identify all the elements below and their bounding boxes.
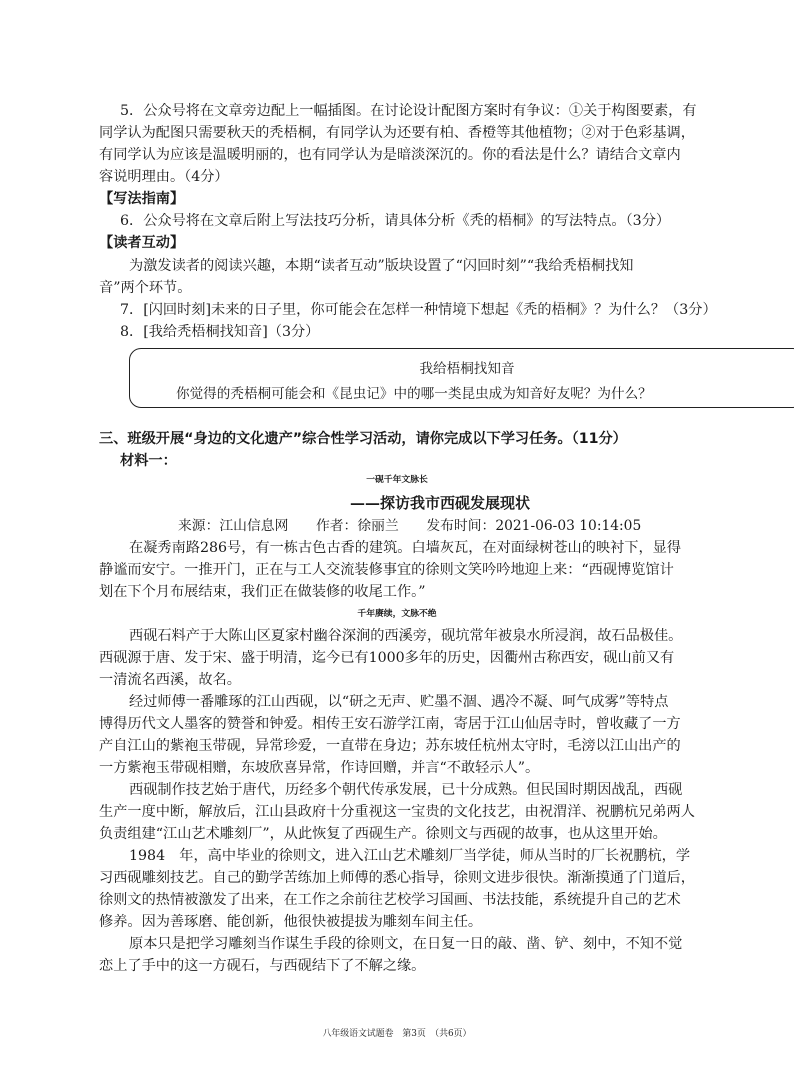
article-title: 一砚千年文脉长 xyxy=(366,475,428,485)
p6-line1: 原本只是把学习雕刻当作谋生手段的徐则文，在日复一日的敲、凿、铲、刻中，不知不觉 xyxy=(129,936,683,952)
page-footer: 八年级语文试题卷 第3页 （共6页） xyxy=(322,1029,472,1039)
p3-line4: 一方紫袍玉带砚相赠，东坡欣喜异常，作诗回赠，并言“不敢轻示人”。 xyxy=(99,760,540,776)
p6-line2: 恋上了手中的这一方砚石，与西砚结下了不解之缘。 xyxy=(99,958,426,974)
p5-line3: 徐则文的热情被激发了出来，在工作之余前往艺校学习国画、书法技能，系统提升自己的艺术 xyxy=(99,892,681,908)
q6-text: 6．公众号将在文章后附上写法技巧分析，请具体分析《秃的梧桐》的写法特点。（3分） xyxy=(120,213,671,229)
article-subtitle: ——探访我市西砚发展现状 xyxy=(350,494,531,512)
p2-line2: 西砚源于唐、发于宋、盛于明清，迄今已有1000多年的历史，因衢州古称西安，砚山前又有 xyxy=(99,650,675,666)
p2-line3: 一清流名西溪，故名。 xyxy=(99,672,241,688)
p4-line2: 生产一度中断，解放后，江山县政府十分重视这一宝贵的文化技艺，由祝渭洋、祝鹏杭兄弟两人 xyxy=(99,804,695,820)
q5-line1: 5．公众号将在文章旁边配上一幅插图。在讨论设计配图方案时有争议：①关于构图要素，有 xyxy=(120,103,697,119)
p3-line2: 博得历代文人墨客的赞誉和钟爱。相传王安石游学江南，寄居于江山仙居寺时，曾收藏了一方 xyxy=(99,716,681,732)
q5-line3: 有同学认为应该是温暖明丽的，也有同学认为是暗淡深沉的。你的看法是什么？请结合文章内 xyxy=(99,147,681,163)
prompt-box-title: 我给梧桐找知音 xyxy=(419,361,515,377)
p5-line1: 1984 年，高中毕业的徐则文，进入江山艺术雕刻厂当学徒，师从当时的厂长祝鹏杭，学 xyxy=(129,848,691,864)
p5-line4: 修养。因为善琢磨、能创新，他很快被提拔为雕刻车间主任。 xyxy=(99,914,483,930)
section-writing-guide: 【写法指南】 xyxy=(99,191,185,207)
p1-line1: 在凝秀南路286号，有一栋古色古香的建筑。白墙灰瓦，在对面绿树苍山的映衬下，显得 xyxy=(129,540,682,556)
p1-line2: 静谧而安宁。一推开门，正在与工人交流装修事宜的徐则文笑吟吟地迎上来：“西砚博览馆计 xyxy=(99,562,674,578)
p1-line3: 划在下个月布展结束，我们正在做装修的收尾工作。” xyxy=(99,584,426,600)
q8-text: 8．[我给秃梧桐找知音]（3分） xyxy=(120,324,320,340)
part-three-heading: 三、班级开展“身边的文化遗产”综合性学习活动，请你完成以下学习任务。（11分） xyxy=(99,431,627,447)
q5-line4: 容说明理由。（4分） xyxy=(99,169,229,185)
q7-text: 7．[闪回时刻]未来的日子里，你可能会在怎样一种情境下想起《秃的梧桐》？为什么？（3分） xyxy=(120,302,717,318)
p5-line2: 习西砚雕刻技艺。自己的勤学苦练加上师傅的悉心指导，徐则文进步很快。渐渐摸通了门道后， xyxy=(99,870,695,886)
p4-line3: 负责组建“江山艺术雕刻厂”，从此恢复了西砚生产。徐则文与西砚的故事，也从这里开始。 xyxy=(99,826,667,842)
article-subheading: 千年赓续，文脉不绝 xyxy=(357,609,437,619)
section-reader-interaction: 【读者互动】 xyxy=(99,235,185,251)
answer-prompt-box xyxy=(129,348,794,408)
p3-line3: 产自江山的紫袍玉带砚，异常珍爱，一直带在身边；苏东坡任杭州太守时，毛滂以江山出产的 xyxy=(99,738,681,754)
article-meta: 来源：江山信息网 作者：徐丽兰 发布时间：2021-06-03 10:14:05 xyxy=(178,518,642,534)
p4-line1: 西砚制作技艺始于唐代，历经多个朝代传承发展，已十分成熟。但民国时期因战乱，西砚 xyxy=(129,782,683,798)
prompt-box-question: 你觉得的秃梧桐可能会和《昆虫记》中的哪一类昆虫成为知音好友呢？为什么？ xyxy=(176,386,652,402)
q5-line2: 同学认为配图只需要秋天的秃梧桐，有同学认为还要有柏、香橙等其他植物；②对于色彩基调， xyxy=(99,125,695,141)
p3-line1: 经过师傅一番雕琢的江山西砚，以“研之无声、贮墨不涸、遇冷不凝、呵气成雾”等特点 xyxy=(129,694,669,710)
reader-intro-line1: 为激发读者的阅读兴趣，本期“读者互动”版块设置了“闪回时刻”“我给秃梧桐找知 xyxy=(129,258,634,274)
material-one-label: 材料一： xyxy=(120,453,177,469)
p2-line1: 西砚石料产于大陈山区夏家村幽谷深涧的西溪旁，砚坑常年被泉水所浸润，故石品极佳。 xyxy=(129,628,683,644)
reader-intro-line2: 音”两个环节。 xyxy=(99,280,192,296)
